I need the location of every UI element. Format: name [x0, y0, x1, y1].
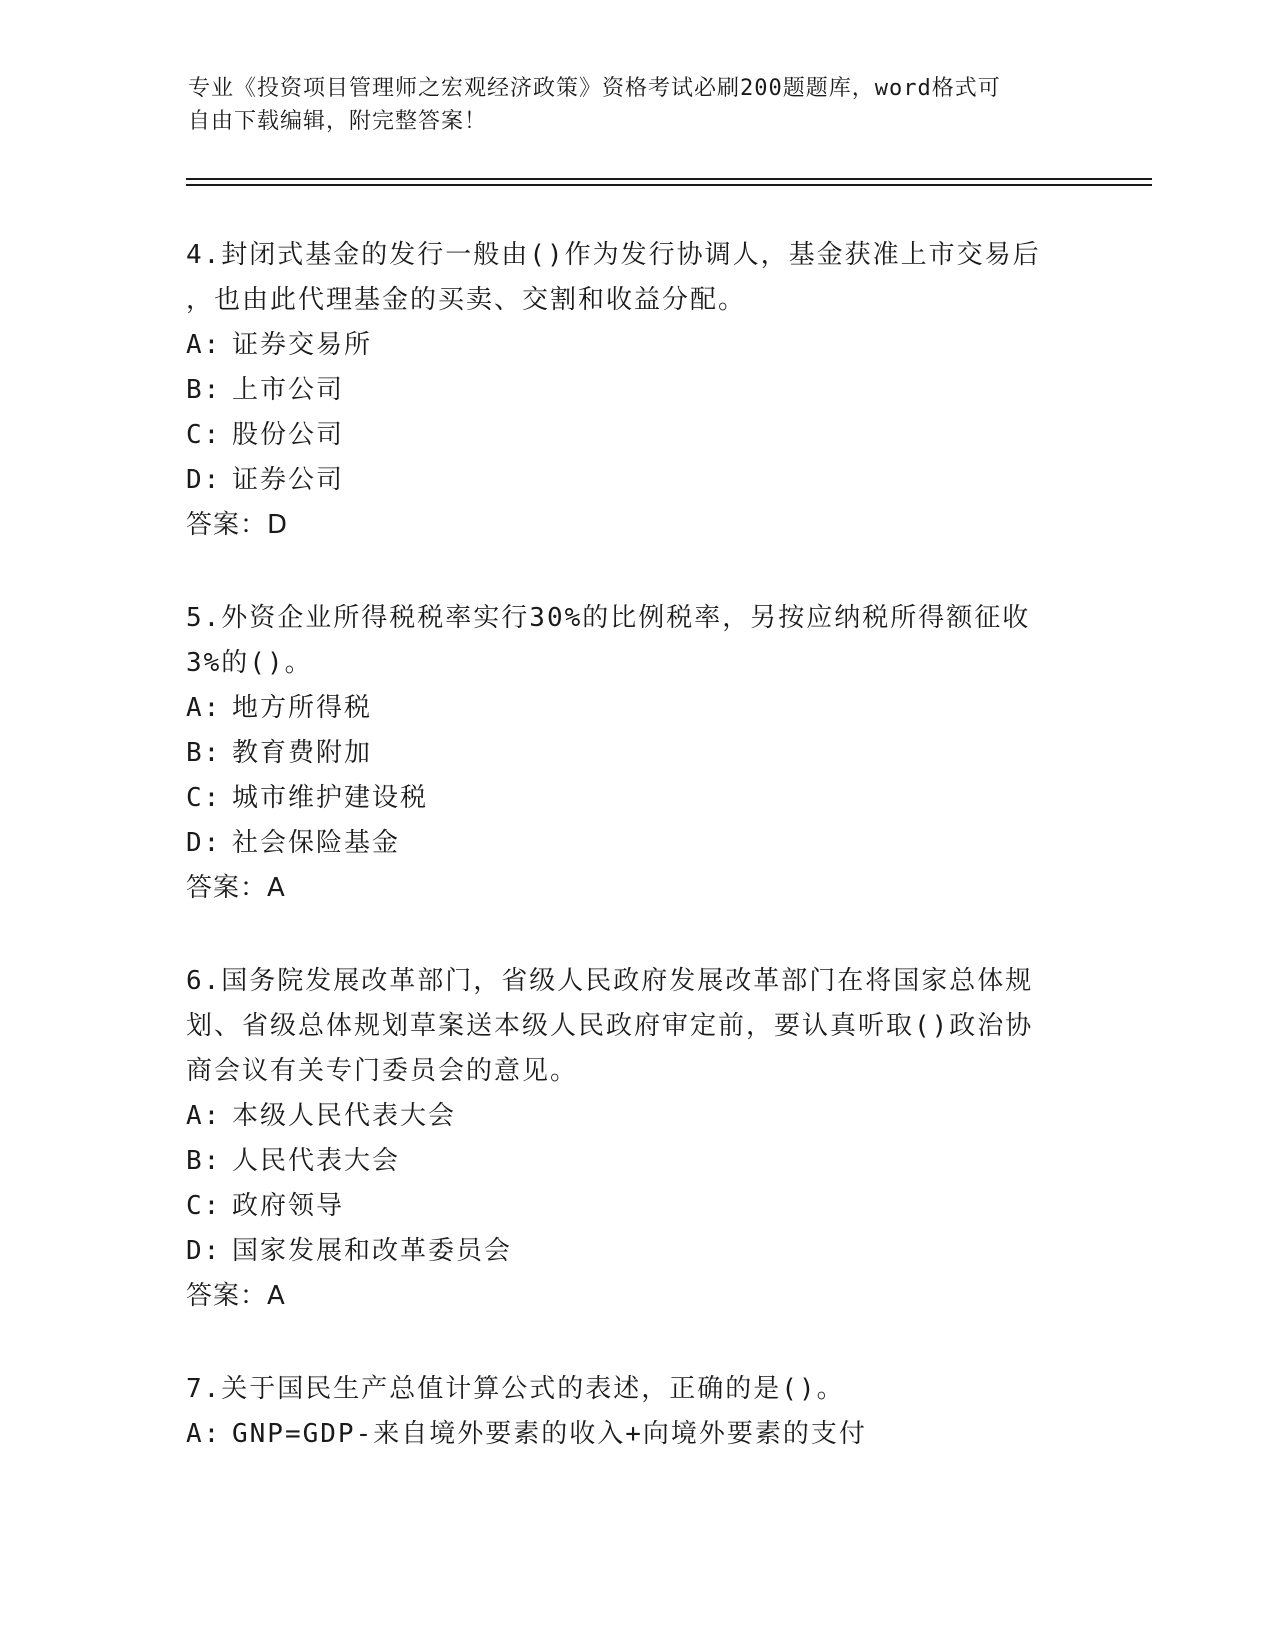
- option-c: [186, 413, 1066, 458]
- option-a: [186, 686, 1066, 731]
- option-text: 股份公司: [232, 420, 345, 450]
- option-c: [186, 776, 1066, 821]
- option-letter: D:: [186, 465, 222, 495]
- answer-line: 答案：D: [186, 510, 289, 540]
- option-letter: A:: [186, 693, 222, 723]
- option-text: 证券交易所: [232, 330, 373, 360]
- option-text: GNP=GDP-来自境外要素的收入+向境外要素的支付: [232, 1419, 867, 1449]
- question-stem-line: 6.国务院发展改革部门，省级人民政府发展改革部门在将国家总体规: [186, 966, 1034, 996]
- option-a: [186, 323, 1066, 368]
- option-text: 地方所得税: [232, 693, 373, 723]
- document-header: [188, 72, 1088, 138]
- option-text: 人民代表大会: [232, 1146, 401, 1176]
- option-d: [186, 1229, 1066, 1274]
- option-letter: C:: [186, 783, 222, 813]
- option-d: [186, 458, 1066, 503]
- option-letter: B:: [186, 738, 222, 768]
- option-letter: D:: [186, 1236, 222, 1266]
- option-b: [186, 1139, 1066, 1184]
- question-stem-line: 划、省级总体规划草案送本级人民政府审定前，要认真听取()政治协: [186, 1011, 1034, 1041]
- question-stem-line: 3%的()。: [186, 648, 313, 678]
- question-stem-line: 7.关于国民生产总值计算公式的表述，正确的是()。: [186, 1374, 845, 1404]
- option-text: 本级人民代表大会: [232, 1101, 457, 1131]
- question-stem-line: 商会议有关专门委员会的意见。: [186, 1056, 579, 1086]
- question-stem-line: 5.外资企业所得税税率实行30%的比例税率，另按应纳税所得额征收: [186, 603, 1031, 633]
- header-line-1: 专业《投资项目管理师之宏观经济政策》资格考试必刷200题题库，word格式可: [188, 76, 1001, 101]
- option-text: 政府领导: [232, 1191, 345, 1221]
- option-b: [186, 731, 1066, 776]
- option-a: [186, 1094, 1066, 1139]
- option-letter: A:: [186, 1419, 222, 1449]
- option-letter: D:: [186, 828, 222, 858]
- header-divider-bottom: [186, 184, 1152, 186]
- question-7: [186, 1367, 1066, 1457]
- option-letter: C:: [186, 1191, 222, 1221]
- option-text: 国家发展和改革委员会: [232, 1236, 513, 1266]
- option-text: 证券公司: [232, 465, 345, 495]
- header-divider-top: [186, 178, 1152, 180]
- question-stem-line: ，也由此代理基金的买卖、交割和收益分配。: [186, 285, 747, 315]
- option-text: 上市公司: [232, 375, 345, 405]
- option-letter: A:: [186, 1101, 222, 1131]
- option-letter: A:: [186, 330, 222, 360]
- header-line-2: 自由下载编辑，附完整答案！: [188, 109, 488, 134]
- question-4: [186, 233, 1066, 548]
- option-letter: B:: [186, 1146, 222, 1176]
- answer-line: 答案：A: [186, 1281, 286, 1311]
- option-d: [186, 821, 1066, 866]
- question-stem-line: 4.封闭式基金的发行一般由()作为发行协调人，基金获准上市交易后: [186, 240, 1041, 270]
- option-text: 社会保险基金: [232, 828, 401, 858]
- option-c: [186, 1184, 1066, 1229]
- question-6: [186, 959, 1066, 1319]
- option-text: 城市维护建设税: [232, 783, 429, 813]
- option-a: [186, 1412, 1066, 1457]
- option-letter: B:: [186, 375, 222, 405]
- answer-line: 答案：A: [186, 873, 286, 903]
- option-letter: C:: [186, 420, 222, 450]
- option-b: [186, 368, 1066, 413]
- question-5: [186, 596, 1066, 911]
- option-text: 教育费附加: [232, 738, 373, 768]
